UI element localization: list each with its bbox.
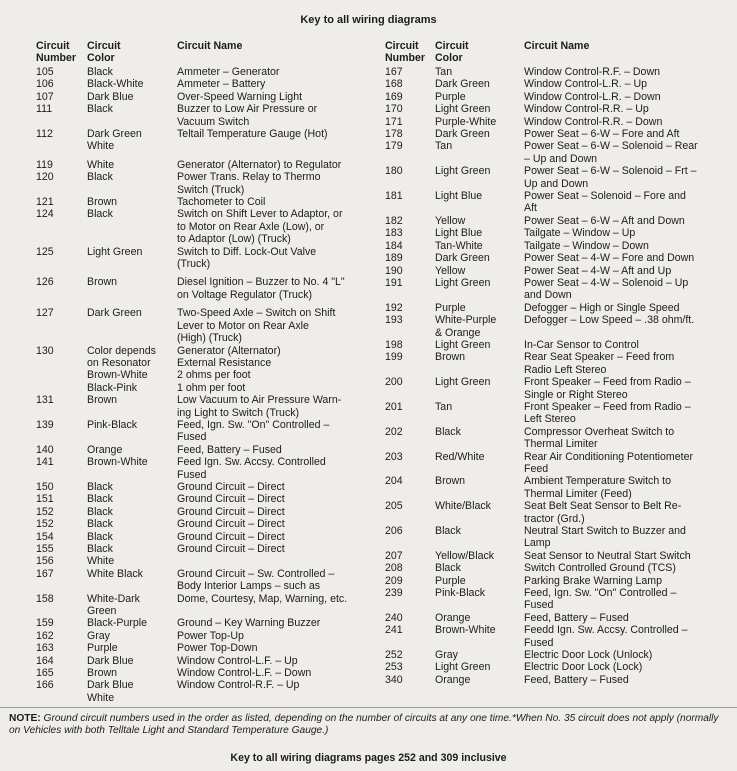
table-row — [385, 550, 725, 562]
table-row — [385, 351, 725, 376]
circuit-name: Power Seat – 4-W – Aft and Up — [524, 264, 672, 277]
table-row — [36, 103, 371, 128]
circuit-color: Light Green — [435, 338, 491, 351]
table-row — [385, 165, 725, 190]
table-row — [385, 314, 725, 339]
table-row — [36, 91, 371, 103]
circuit-color: Light Green — [435, 103, 491, 116]
circuit-number: 166 — [36, 679, 54, 692]
circuit-name: Switch Controlled Ground (TCS) — [524, 562, 676, 575]
table-row — [385, 277, 725, 302]
circuit-name: Feed, Battery – Fused — [524, 611, 629, 624]
circuit-number: 200 — [385, 376, 403, 389]
divider-rule — [0, 707, 737, 708]
circuit-name: Power Seat – 6-W – Fore and Aft — [524, 128, 680, 141]
circuit-number: 169 — [385, 90, 403, 103]
table-row — [36, 66, 371, 78]
circuit-color: Black — [87, 518, 113, 531]
circuit-color: Yellow — [435, 214, 466, 227]
circuit-color: Gray — [435, 649, 458, 662]
circuit-name: Power Seat – 4-W – Solenoid – Up and Down — [524, 276, 689, 302]
header-circuit-color: Circuit Color — [435, 40, 469, 64]
circuit-color: Light Green — [435, 276, 491, 289]
table-row — [36, 208, 371, 245]
circuit-number: 240 — [385, 611, 403, 624]
circuit-name: Power Seat – 6-W – Aft and Down — [524, 214, 685, 227]
circuit-color: Dark Blue — [87, 654, 134, 667]
circuit-color: White — [87, 555, 115, 568]
table-row — [36, 667, 371, 679]
circuit-number: 180 — [385, 165, 403, 178]
left-header — [36, 40, 371, 66]
table-row — [385, 451, 725, 476]
circuit-name: Window Control-R.R. – Down — [524, 115, 663, 128]
circuit-color: Orange — [435, 673, 471, 686]
circuit-number: 154 — [36, 530, 54, 543]
circuit-number: 178 — [385, 128, 403, 141]
table-row — [385, 500, 725, 525]
circuit-name: Rear Air Conditioning Potentiometer Feed — [524, 450, 694, 475]
circuit-name: Ground Circuit – Direct — [177, 543, 285, 556]
circuit-number: 190 — [385, 264, 403, 277]
circuit-name: Generator (Alternator) to Regulator — [177, 158, 342, 171]
circuit-number: 340 — [385, 673, 403, 686]
circuit-name: Tachometer to Coil — [177, 196, 266, 209]
circuit-color: Black-Purple — [87, 617, 148, 630]
circuit-number: 184 — [385, 239, 403, 252]
left-table-body — [36, 66, 371, 704]
circuit-color: Dark Green White — [87, 128, 142, 153]
table-row — [36, 419, 371, 444]
circuit-color: Black — [435, 562, 461, 575]
note-label: NOTE: — [9, 713, 41, 724]
circuit-color: Brown-White — [87, 456, 148, 469]
circuit-name: Window Control-R.F. – Up — [177, 679, 300, 692]
circuit-color: Dark Green — [435, 128, 490, 141]
circuit-name: In-Car Sensor to Control — [524, 338, 639, 351]
circuit-number: 127 — [36, 307, 54, 320]
circuit-number: 141 — [36, 456, 54, 469]
circuit-name: Defogger – High or Single Speed — [524, 301, 680, 314]
circuit-number: 150 — [36, 480, 54, 493]
circuit-name: Over-Speed Warning Light — [177, 90, 303, 103]
circuit-number: 167 — [36, 567, 54, 580]
circuit-name: Tailgate – Window – Down — [524, 239, 649, 252]
circuit-number: 126 — [36, 276, 54, 289]
circuit-color: Dark Green — [87, 307, 142, 320]
table-row — [385, 401, 725, 426]
circuit-color: White-Dark Green — [87, 592, 140, 618]
circuit-number: 119 — [36, 158, 53, 171]
circuit-number: 253 — [385, 661, 403, 674]
table-row — [36, 593, 371, 618]
right-header — [385, 40, 725, 66]
circuit-name: Window Control-R.F. – Down — [524, 66, 660, 78]
circuit-name: Generator (Alternator) External Resistance 2 ohms per foot 1 ohm per foot — [177, 344, 281, 394]
circuit-name: Feed, Ign. Sw. "On" Controlled – Fused — [177, 418, 330, 444]
circuit-name: Diesel Ignition – Buzzer to No. 4 "L" on Voltage Regulator (Truck) — [177, 276, 345, 301]
table-row — [36, 246, 371, 271]
circuit-number: 125 — [36, 245, 54, 258]
table-row — [36, 394, 371, 419]
circuit-name: Feed Ign. Sw. Accsy. Controlled Fused — [177, 456, 326, 481]
circuit-color: Purple — [87, 642, 118, 655]
circuit-number: 111 — [36, 103, 53, 116]
circuit-number: 158 — [36, 592, 54, 605]
circuit-color: Light Green — [435, 376, 491, 389]
circuit-number: 209 — [385, 574, 403, 587]
table-row — [385, 475, 725, 500]
circuit-color: White/Black — [435, 500, 491, 513]
circuit-number: 208 — [385, 562, 403, 575]
circuit-number: 105 — [36, 66, 54, 78]
table-row — [385, 587, 725, 612]
table-row — [385, 426, 725, 451]
table-row — [385, 116, 725, 128]
circuit-color: Purple-White — [435, 115, 497, 128]
circuit-color: Red/White — [435, 450, 485, 463]
circuit-color: Orange — [87, 443, 123, 456]
circuit-name: Ground Circuit – Direct — [177, 480, 285, 493]
circuit-color: Black — [87, 480, 113, 493]
circuit-color: Brown — [87, 394, 118, 407]
circuit-number: 159 — [36, 617, 54, 630]
circuit-name: Ground – Key Warning Buzzer — [177, 617, 321, 630]
circuit-color: Black-White — [87, 78, 144, 91]
circuit-number: 182 — [385, 214, 403, 227]
circuit-color: Color depends on Resonator Brown-White Black-Pink — [87, 344, 156, 394]
circuit-color: Black — [87, 103, 113, 116]
table-row — [385, 252, 725, 264]
table-row — [36, 642, 371, 654]
circuit-number: 163 — [36, 642, 54, 655]
circuit-color: Black — [435, 425, 461, 438]
circuit-number: 131 — [36, 394, 54, 407]
right-table-body — [385, 66, 725, 686]
table-row — [36, 679, 371, 704]
circuit-number: 207 — [385, 549, 403, 562]
circuit-name: Defogger – Low Speed – .38 ohm/ft. — [524, 314, 695, 327]
circuit-number: 162 — [36, 629, 54, 642]
header-circuit-number: Circuit Number — [36, 40, 77, 64]
table-row — [385, 91, 725, 103]
note-text: Ground circuit numbers used in the order as listed, depending on the number of circuits at any one time.*When No. 35 circuit does not apply (normally on Vehicles with both Telltale Light and Standard Temperature Gauge.) — [9, 713, 719, 737]
table-row — [36, 543, 371, 555]
circuit-name: Ground Circuit – Sw. Controlled – Body Interior Lamps – such as — [177, 567, 335, 593]
table-row — [385, 339, 725, 351]
circuit-name: Tailgate – Window – Up — [524, 227, 636, 240]
table-row — [36, 518, 371, 530]
circuit-number: 191 — [385, 276, 403, 289]
circuit-number: 130 — [36, 344, 54, 357]
circuit-name: Power Seat – 4-W – Fore and Down — [524, 252, 695, 265]
circuit-color: Light Green — [435, 661, 491, 674]
circuit-name: Window Control-R.R. – Up — [524, 103, 649, 116]
table-row — [385, 78, 725, 90]
circuit-number: 193 — [385, 314, 403, 327]
circuit-number: 204 — [385, 475, 403, 488]
circuit-number: 106 — [36, 78, 54, 91]
circuit-name: Buzzer to Low Air Pressure or Vacuum Switch — [177, 103, 318, 128]
table-row — [385, 575, 725, 587]
circuit-name: Teltail Temperature Gauge (Hot) — [177, 128, 328, 141]
circuit-name: Power Trans. Relay to Thermo Switch (Truck) — [177, 171, 321, 196]
circuit-name: Power Seat – Solenoid – Fore and Aft — [524, 190, 686, 215]
table-row — [36, 481, 371, 493]
circuit-number: 156 — [36, 555, 54, 568]
circuit-color: Light Blue — [435, 227, 483, 240]
circuit-name: Parking Brake Warning Lamp — [524, 574, 662, 587]
table-row — [36, 568, 371, 593]
circuit-color: Brown — [435, 475, 466, 488]
circuit-number: 124 — [36, 208, 54, 221]
table-row — [385, 103, 725, 115]
table-row — [36, 655, 371, 667]
circuit-name: Seat Belt Seat Sensor to Belt Re- tractor (Grd.) — [524, 500, 682, 525]
circuit-number: 139 — [36, 418, 54, 431]
circuit-name: Switch to Diff. Lock-Out Valve (Truck) — [177, 245, 317, 271]
circuit-number: 152 — [36, 518, 54, 531]
circuit-color: Brown — [87, 276, 118, 289]
circuit-number: 120 — [36, 171, 54, 184]
table-row — [385, 302, 725, 314]
circuit-name: Ammeter – Generator — [177, 66, 280, 78]
header-circuit-number: Circuit Number — [385, 40, 426, 64]
circuit-name: Rear Seat Speaker – Feed from Radio Left Stereo — [524, 351, 675, 376]
table-row — [385, 661, 725, 673]
circuit-color: Purple — [435, 90, 466, 103]
circuit-color: Black — [87, 208, 113, 221]
circuit-number: 192 — [385, 301, 403, 314]
circuit-number: 201 — [385, 400, 403, 413]
circuit-number: 121 — [36, 196, 54, 209]
circuit-color: Black — [87, 171, 113, 184]
table-row — [36, 444, 371, 456]
circuit-number: 179 — [385, 140, 403, 153]
circuit-color: Tan — [435, 140, 453, 153]
table-row — [36, 506, 371, 518]
table-row — [36, 307, 371, 344]
circuit-color: Dark Blue — [87, 90, 134, 103]
circuit-number: 168 — [385, 78, 403, 91]
circuit-number: 203 — [385, 450, 403, 463]
page-footer: Key to all wiring diagrams pages 252 and 309 inclusive — [230, 752, 507, 764]
header-circuit-name: Circuit Name — [524, 40, 590, 52]
circuit-name: Feed, Battery – Fused — [177, 443, 282, 456]
table-row — [385, 265, 725, 277]
circuit-number: 202 — [385, 425, 403, 438]
table-row — [385, 215, 725, 227]
circuit-name: Power Seat – 6-W – Solenoid – Frt – Up and Down — [524, 165, 697, 190]
circuit-color: White-Purple & Orange — [435, 314, 497, 339]
circuit-name: Window Control-L.F. – Down — [177, 667, 312, 680]
circuit-number: 170 — [385, 103, 403, 116]
circuit-name: Power Top-Down — [177, 642, 258, 655]
table-row — [36, 196, 371, 208]
circuit-name: Ground Circuit – Direct — [177, 518, 285, 531]
table-row — [385, 140, 725, 165]
circuit-number: 189 — [385, 252, 403, 265]
circuit-color: Black — [87, 493, 113, 506]
circuit-number: 107 — [36, 90, 54, 103]
circuit-color: Black — [87, 530, 113, 543]
table-row — [385, 649, 725, 661]
circuit-name: Window Control-L.F. – Up — [177, 654, 298, 667]
circuit-name: Ground Circuit – Direct — [177, 493, 285, 506]
circuit-color: Brown — [87, 667, 118, 680]
circuit-color: Pink-Black — [435, 587, 486, 600]
circuit-number: 171 — [385, 115, 403, 128]
circuit-number: 155 — [36, 543, 54, 556]
table-row — [36, 78, 371, 90]
table-row — [385, 376, 725, 401]
circuit-number: 199 — [385, 351, 403, 364]
table-row — [385, 190, 725, 215]
circuit-color: Brown-White — [435, 624, 496, 637]
circuit-name: Feedd Ign. Sw. Accsy. Controlled – Fused — [524, 624, 688, 649]
table-row — [385, 66, 725, 78]
circuit-name: Electric Door Lock (Lock) — [524, 661, 643, 674]
circuit-number: 252 — [385, 649, 403, 662]
table-row — [36, 531, 371, 543]
circuit-color: Yellow/Black — [435, 549, 495, 562]
table-row — [36, 276, 371, 301]
circuit-number: 152 — [36, 505, 54, 518]
circuit-color: Light Green — [87, 245, 143, 258]
circuit-name: Low Vacuum to Air Pressure Warn- ing Light to Switch (Truck) — [177, 394, 342, 419]
circuit-name: Switch on Shift Lever to Adaptor, or to Motor on Rear Axle (Low), or to Adaptor (Low) (Truck) — [177, 208, 343, 246]
circuit-color: Dark Green — [435, 252, 490, 265]
circuit-color: Orange — [435, 611, 471, 624]
footnote — [9, 713, 731, 738]
circuit-color: Black — [87, 543, 113, 556]
table-row — [36, 456, 371, 481]
circuit-color: Black — [435, 525, 461, 538]
table-row — [36, 493, 371, 505]
circuit-name: Neutral Start Switch to Buzzer and Lamp — [524, 525, 686, 550]
circuit-color: Light Blue — [435, 190, 483, 203]
circuit-color: Brown — [87, 196, 118, 209]
circuit-number: 151 — [36, 493, 54, 506]
circuit-number: 205 — [385, 500, 403, 513]
circuit-name: Window Control-L.R. – Down — [524, 90, 661, 103]
circuit-color: Gray — [87, 629, 110, 642]
table-row — [385, 128, 725, 140]
circuit-color: Pink-Black — [87, 418, 138, 431]
circuit-color: Black — [87, 505, 113, 518]
table-row — [36, 171, 371, 196]
circuit-name: Feed, Ign. Sw. "On" Controlled – Fused — [524, 587, 677, 612]
circuit-color: Tan-White — [435, 239, 483, 252]
circuit-name: Window Control-L.R. – Up — [524, 78, 648, 91]
circuit-color: Tan — [435, 400, 453, 413]
table-row — [36, 159, 371, 171]
page-title: Key to all wiring diagrams — [300, 14, 437, 26]
circuit-name: Seat Sensor to Neutral Start Switch — [524, 549, 691, 562]
circuit-color: Purple — [435, 301, 466, 314]
circuit-number: 112 — [36, 128, 53, 141]
circuit-number: 239 — [385, 587, 403, 600]
circuit-number: 198 — [385, 338, 403, 351]
circuit-number: 183 — [385, 227, 403, 240]
circuit-name: Power Top-Up — [177, 629, 244, 642]
circuit-color: Yellow — [435, 264, 466, 277]
circuit-name: Ambient Temperature Switch to Thermal Limiter (Feed) — [524, 475, 672, 500]
circuit-color: White Black — [87, 567, 143, 580]
circuit-color: Purple — [435, 574, 466, 587]
table-row — [36, 345, 371, 395]
table-row — [385, 562, 725, 574]
circuit-number: 165 — [36, 667, 54, 680]
circuit-color: Light Green — [435, 165, 491, 178]
circuit-name: Front Speaker – Feed from Radio – Single or Right Stereo — [524, 376, 691, 401]
table-row — [385, 674, 725, 686]
circuit-name: Ammeter – Battery — [177, 78, 266, 91]
circuit-name: Power Seat – 6-W – Solenoid – Rear – Up and Down — [524, 140, 698, 165]
circuit-color: Brown — [435, 351, 466, 364]
left-column — [36, 40, 371, 704]
circuit-name: Front Speaker – Feed from Radio – Left Stereo — [524, 400, 691, 426]
table-row — [36, 555, 371, 567]
circuit-color: Dark Green — [435, 78, 490, 91]
table-row — [36, 630, 371, 642]
table-row — [385, 612, 725, 624]
circuit-color: Dark Blue White — [87, 679, 134, 704]
circuit-name: Ground Circuit – Direct — [177, 505, 285, 518]
circuit-color: Tan — [435, 66, 453, 78]
table-row — [385, 624, 725, 649]
circuit-number: 241 — [385, 624, 403, 637]
circuit-number: 140 — [36, 443, 54, 456]
circuit-name: Ground Circuit – Direct — [177, 530, 285, 543]
circuit-number: 206 — [385, 525, 403, 538]
table-row — [36, 617, 371, 629]
circuit-number: 167 — [385, 66, 403, 78]
circuit-number: 164 — [36, 654, 54, 667]
circuit-name: Electric Door Lock (Unlock) — [524, 649, 653, 662]
circuit-number: 181 — [385, 190, 403, 203]
table-row — [385, 525, 725, 550]
right-column — [385, 40, 725, 686]
circuit-color: Black — [87, 66, 113, 78]
circuit-color: White — [87, 158, 115, 171]
circuit-name: Feed, Battery – Fused — [524, 673, 629, 686]
circuit-name: Two-Speed Axle – Switch on Shift Lever to Motor on Rear Axle (High) (Truck) — [177, 307, 336, 345]
table-row — [385, 240, 725, 252]
header-circuit-name: Circuit Name — [177, 40, 243, 52]
header-circuit-color: Circuit Color — [87, 40, 121, 64]
table-row — [36, 128, 371, 153]
circuit-name: Dome, Courtesy, Map, Warning, etc. — [177, 592, 348, 605]
table-row — [385, 227, 725, 239]
circuit-name: Compressor Overheat Switch to Thermal Limiter — [524, 425, 675, 451]
